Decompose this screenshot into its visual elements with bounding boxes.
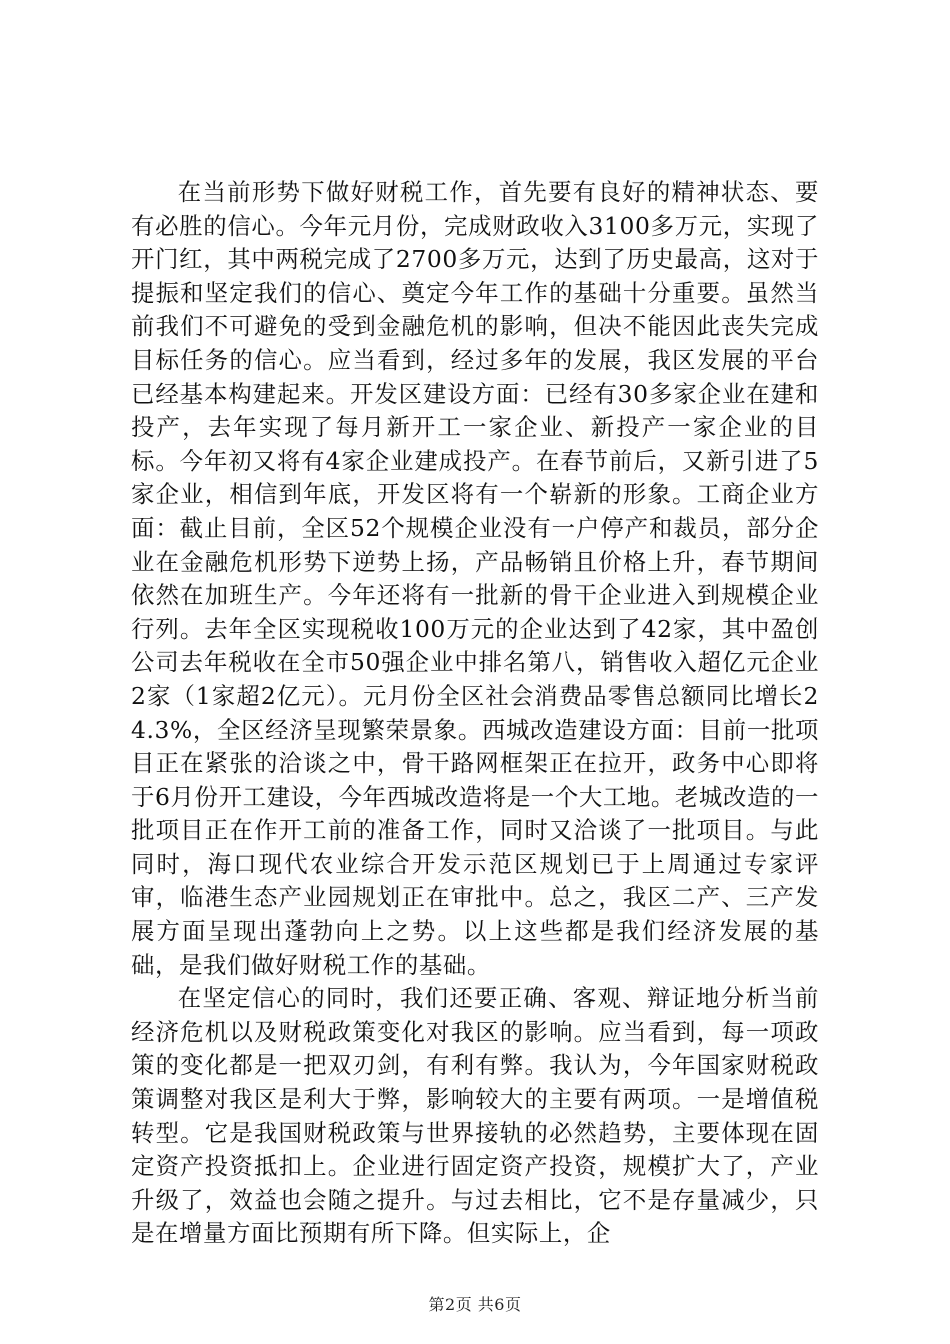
paragraph-2: 在坚定信心的同时，我们还要正确、客观、辩证地分析当前经济危机以及财税政策变化对我区的影响。应当看到，每一项政策的变化都是一把双刃剑，有利有弊。我认为，今年国家财税政策调整对我区是利大于弊，影响较大的主要有两项。一是增值税转型。它是我国财税政策与世界接轨的必然趋势，主要体现在固定资产投资抵扣上。企业进行固定资产投资，规模扩大了，产业升级了，效益也会随之提升。与过去相比，它不是存量减少，只是在增量方面比预期有所下降。但实际上，企: [131, 984, 819, 1248]
document-body: [131, 176, 819, 1251]
page-number: 第2页 共6页: [428, 1295, 522, 1314]
paragraph-1: 在当前形势下做好财税工作，首先要有良好的精神状态、要有必胜的信心。今年元月份，完成财政收入3100多万元，实现了开门红，其中两税完成了2700多万元，达到了历史最高，这对于提振和坚定我们的信心、奠定今年工作的基础十分重要。虽然当前我们不可避免的受到金融危机的影响，但决不能因此丧失完成目标任务的信心。应当看到，经过多年的发展，我区发展的平台已经基本构建起来。开发区建设方面：已经有30多家企业在建和投产，去年实现了每月新开工一家企业、新投产一家企业的目标。今年初又将有4家企业建成投产。在春节前后，又新引进了5家企业，相信到年底，开发区将有一个崭新的形象。工商企业方面：截止目前，全区52个规模企业没有一户停产和裁员，部分企业在金融危机形势下逆势上扬，产品畅销且价格上升，春节期间依然在加班生产。今年还将有一批新的骨干企业进入到规模企业行列。去年全区实现税收100万元的企业达到了42家，其中盈创公司去年税收在全市50强企业中排名第八，销售收入超亿元企业2家（1家超2亿元）。元月份全区社会消费品零售总额同比增长24.3%，全区经济呈现繁荣景象。西城改造建设方面：目前一批项目正在紧张的洽谈之中，骨干路网框架正在拉开，政务中心即将于6月份开工建设，今年西城改造将是一个大工地。老城改造的一批项目正在作开工前的准备工作，同时又洽谈了一批项目。与此同时，海口现代农业综合开发示范区规划已于上周通过专家评审，临港生态产业园规划正在审批中。总之，我区二产、三产发展方面呈现出蓬勃向上之势。以上这些都是我们经济发展的基础，是我们做好财税工作的基础。: [131, 178, 819, 979]
page-footer: [0, 1295, 950, 1315]
